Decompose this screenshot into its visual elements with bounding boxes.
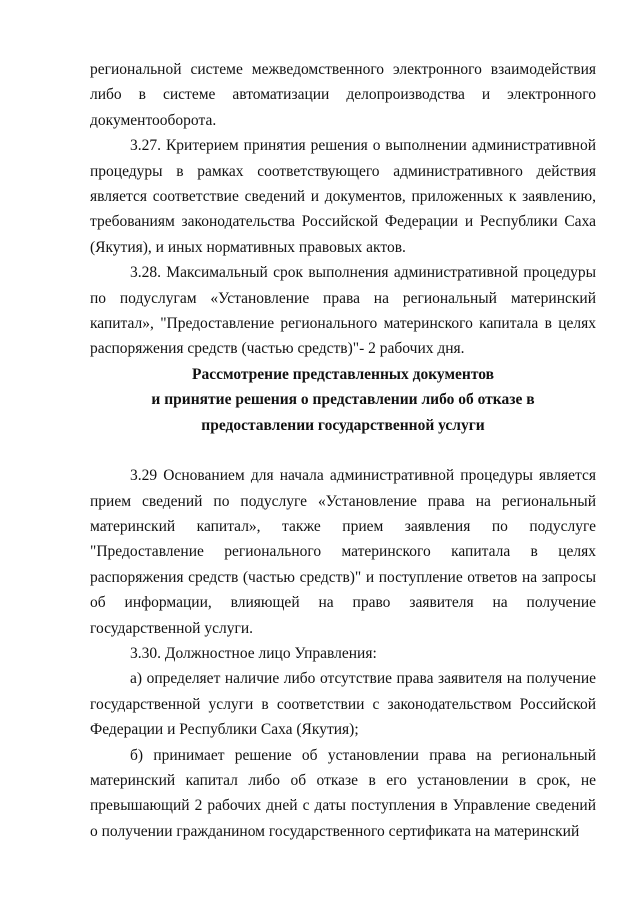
paragraph-3-27: 3.27. Критерием принятия решения о выполнении административной процедуры в рамках соответствующего административного действия является соответствие сведений и документов, приложенных к заявлению, требованиям законодательства Российской Федерации и Республики Саха (Якутия), и иных нормативных правовых актов. <box>90 137 596 256</box>
blank-line <box>90 438 596 463</box>
paragraph-intro-continuation: региональной системе межведомственного электронного взаимодействия либо в системе автоматизации делопроизводства и электронного документооборота. <box>90 61 596 129</box>
paragraph-item-a: а) определяет наличие либо отсутствие права заявителя на получение государственной услуги в соответствии с законодательством Российской Федерации и Республики Саха (Якутия); <box>90 670 596 739</box>
section-heading-line-3: предоставлении государственной услуги <box>201 416 485 434</box>
paragraph-3-30: 3.30. Должностное лицо Управления: <box>130 644 377 662</box>
document-page <box>90 57 596 844</box>
paragraph-3-29: 3.29 Основанием для начала административной процедуры является прием сведений по подуслуге «Установление права на региональный материнский капитал», также прием заявления по подуслуге "Предоставление регионального материнского капитала в целях распоряжения средств (частью средств)" и поступление ответов на запросы об информации, влияющей на право заявителя на получение государственной услуги. <box>90 467 596 637</box>
section-heading <box>90 362 596 438</box>
paragraph-3-28: 3.28. Максимальный срок выполнения административной процедуры по подуслугам «Установление права на региональный материнский капитал», "Предоставление регионального материнского капитала в целях распоряжения средств (частью средств)"- 2 рабочих дня. <box>90 264 596 358</box>
paragraph-item-b: б) принимает решение об установлении права на региональный материнский капитал либо об отказе в его установлении в срок, не превышающий 2 рабочих дней с даты поступления в Управление сведений о получении гражданином государственного сертификата на материнский <box>90 746 596 840</box>
section-heading-line-2: и принятие решения о представлении либо об отказе в <box>151 391 535 409</box>
section-heading-line-1: Рассмотрение представленных документов <box>192 365 494 383</box>
